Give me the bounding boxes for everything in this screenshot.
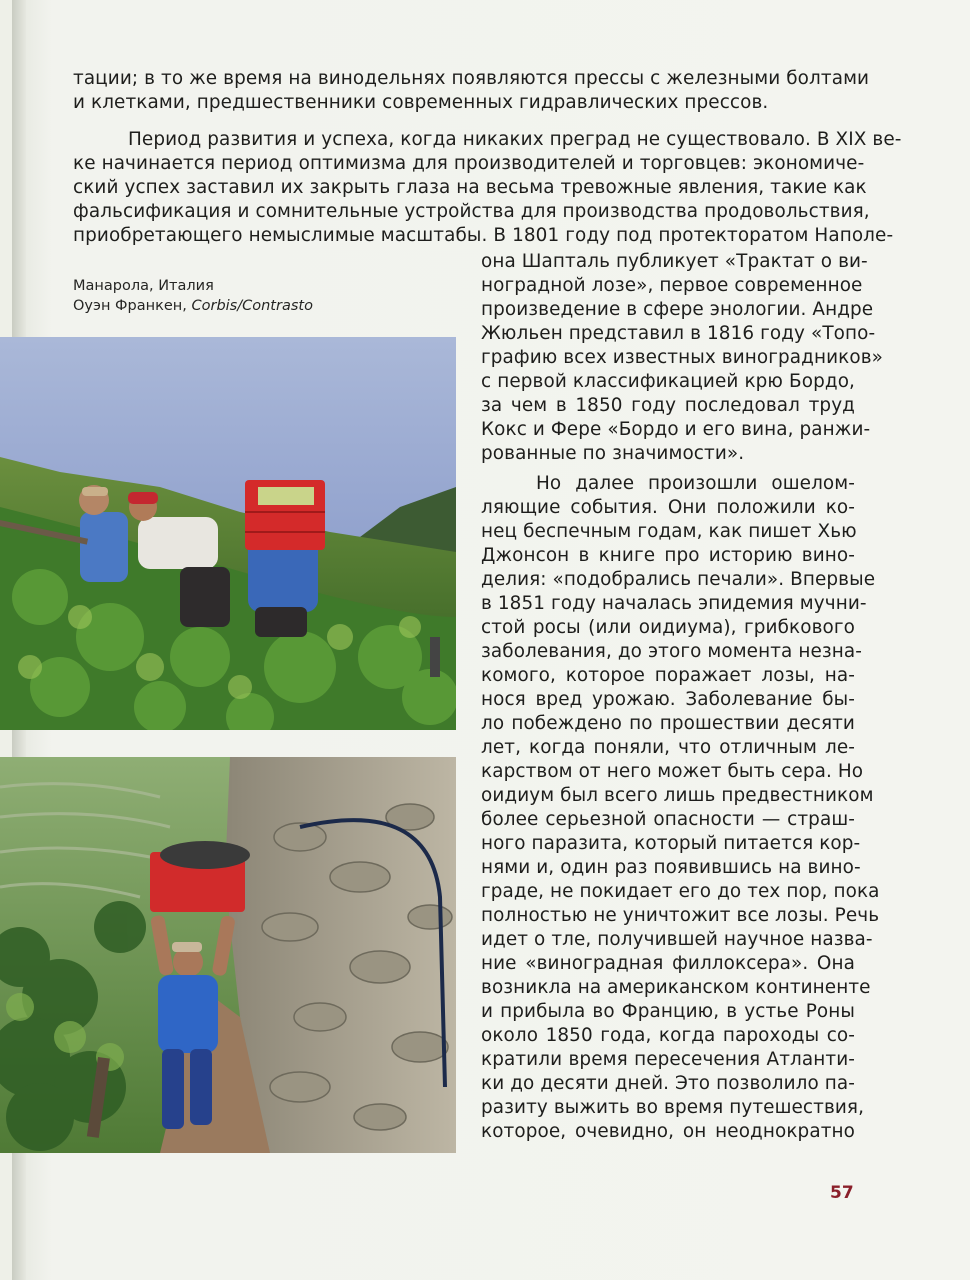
text-line-top-5: ский успех заставил их закрыть глаза на весьма тревожные явления, такие как [73,177,867,198]
text-line-col-16: стой росы (или оидиума), грибкового [481,617,855,638]
text-line-col-23: оидиум был всего лишь предвестником [481,785,874,806]
text-line-col-5: графию всех известных виноградников» [481,347,883,368]
text-line-top-3: Период развития и успеха, когда никаких преград не существовало. В XIX ве- [128,129,902,150]
page-number: 57 [830,1183,854,1203]
text-line-col-14: делия: «подобрались печали». Впервые [481,569,876,590]
text-line-col-4: Жюльен представил в 1816 году «Топо- [481,323,876,344]
text-line-col-25: ного паразита, который питается кор- [481,833,861,854]
text-line-col-13: Джонсон в книге про историю вино- [481,545,855,566]
terrace-path-photo [0,757,456,1153]
text-line-col-1: она Шапталь публикует «Трактат о ви- [481,251,868,272]
text-line-col-11: ляющие события. Они положили ко- [481,497,855,518]
text-line-col-17: заболевания, до этого момента незна- [481,641,862,662]
text-line-top-7: приобретающего немыслимые масштабы. В 1801 году под протекторатом Наполе- [73,225,894,246]
text-line-col-24: более серьезной опасности — страш- [481,809,855,830]
text-line-col-21: лет, когда поняли, что отличным ле- [481,737,855,758]
text-line-col-36: разиту выжить во время путешествия, [481,1097,865,1118]
text-line-col-6: с первой классификацией крю Бордо, [481,371,855,392]
text-line-col-29: идет о тле, получившей научное назва- [481,929,873,950]
text-line-col-35: ки до десяти дней. Это позволило па- [481,1073,856,1094]
text-line-col-8: Кокс и Фере «Бордо и его вина, ранжи- [481,419,871,440]
text-line-top-6: фальсификация и сомнительные устройства для производства продовольствия, [73,201,870,222]
text-line-col-28: полностью не уничтожит все лозы. Речь [481,905,880,926]
text-line-top-2: и клетками, предшественники современных гидравлических прессов. [73,92,769,113]
text-line-col-12: нец беспечным годам, как пишет Хью [481,521,857,542]
text-line-col-33: около 1850 года, когда пароходы со- [481,1025,855,1046]
text-line-col-19: нося вред урожаю. Заболевание бы- [481,689,855,710]
vineyard-harvest-photo [0,337,456,730]
text-line-top-1: тации; в то же время на винодельнях появляются прессы с железными болтами [73,68,870,89]
text-line-col-20: ло побеждено по прошествии десяти [481,713,855,734]
photo-caption-credit [73,296,313,316]
text-line-col-10: Но далее произошли ошелом- [536,473,855,494]
text-line-col-9: рованные по значимости». [481,443,745,464]
photo-caption-place: Манарола, Италия [73,278,214,294]
text-line-col-31: возникла на американском континенте [481,977,871,998]
text-line-col-22: карством от него может быть сера. Но [481,761,864,782]
text-line-col-3: произведение в сфере энологии. Андре [481,299,874,320]
photo-caption-agency: Corbis/Contrasto [191,298,313,314]
text-line-col-15: в 1851 году началась эпидемия мучни- [481,593,867,614]
text-line-col-30: ние «виноградная филлоксера». Она [481,953,855,974]
text-line-col-34: кратили время пересечения Атланти- [481,1049,855,1070]
photo-caption-author: Оуэн Франкен, [73,298,187,314]
text-line-col-26: нями и, один раз появившись на вино- [481,857,861,878]
text-line-col-27: граде, не покидает его до тех пор, пока [481,881,880,902]
text-line-col-18: комого, которое поражает лозы, на- [481,665,855,686]
text-line-col-7: за чем в 1850 году последовал труд [481,395,855,416]
text-line-col-32: и прибыла во Францию, в устье Роны [481,1001,855,1022]
text-line-top-4: ке начинается период оптимизма для производителей и торговцев: экономиче- [73,153,865,174]
text-line-col-2: ноградной лозе», первое современное [481,275,863,296]
text-line-col-37: которое, очевидно, он неоднократно [481,1121,855,1142]
